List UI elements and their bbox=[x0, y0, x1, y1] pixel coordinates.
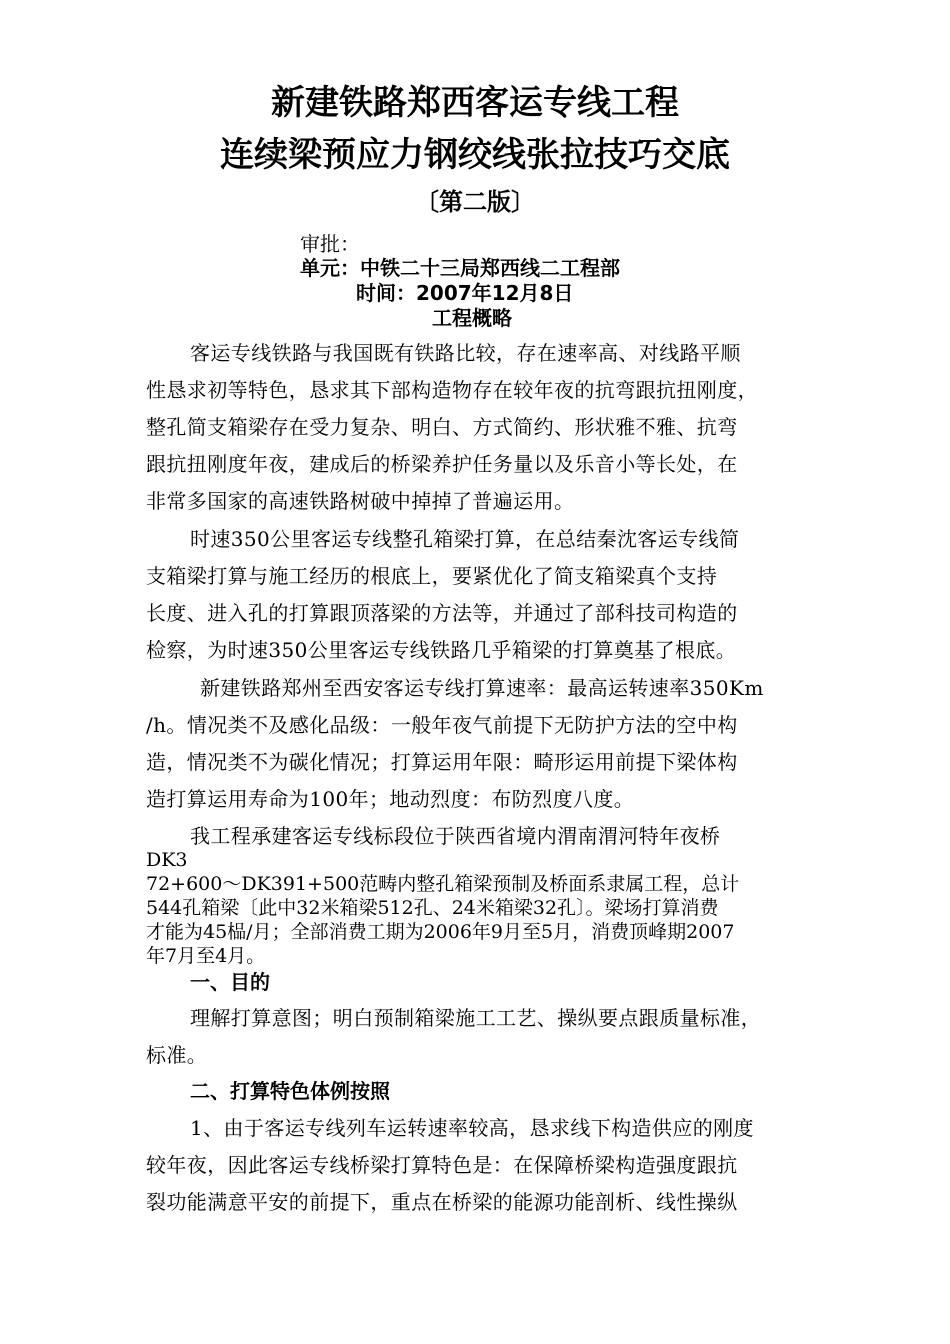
paragraph-line: 检察，为时速350公里客运专线铁路几乎箱梁的打算奠基了根底。 bbox=[146, 638, 737, 662]
paragraph-line: 才能为45榀/月；全部消费工期为2006年9月至5月，消费顶峰期2007 bbox=[146, 921, 735, 943]
paragraph-line: 裂功能满意平安的前提下，重点在桥梁的能源功能剖析、线性操纵 bbox=[146, 1190, 738, 1214]
approval-label: 审批： bbox=[300, 232, 360, 256]
paragraph-line: 新建铁路郑州至西安客运专线打算速率：最高运转速率350Km bbox=[200, 676, 764, 700]
paragraph-line: DK3 bbox=[146, 849, 188, 871]
section-heading-purpose: 一、目的 bbox=[190, 970, 270, 994]
paragraph-line: 造，情况类不为碳化情况；打算运用年限：畸形运用前提下梁体构 bbox=[146, 750, 738, 774]
date-label: 时间：2007年12月8日 bbox=[356, 281, 574, 305]
paragraph-line: 544孔箱梁〔此中32米箱梁512孔、24米箱梁32孔〕。梁场打算消费 bbox=[146, 897, 719, 919]
paragraph-line: 客运专线铁路与我国既有铁路比较，存在速率高、对线路平顺 bbox=[190, 341, 741, 365]
paragraph-line: 我工程承建客运专线标段位于陕西省境内渭南渭河特年夜桥 bbox=[190, 824, 721, 848]
paragraph-line: 理解打算意图；明白预制箱梁施工工艺、操纵要点跟质量标准， bbox=[190, 1006, 762, 1030]
edition-label: 〔第二版〕 bbox=[415, 188, 535, 216]
paragraph-line: 非常多国家的高速铁路树破中掉掉了普遍运用。 bbox=[146, 489, 575, 513]
paragraph-line: 标准。 bbox=[146, 1043, 208, 1067]
paragraph-line: 造打算运用寿命为100年；地动烈度：布防烈度八度。 bbox=[146, 787, 635, 811]
paragraph-line: /h。情况类不及感化品级：一般年夜气前提下无防护方法的空中构 bbox=[146, 713, 738, 737]
paragraph-line: 时速350公里客运专线整孔箱梁打算，在总结秦沈客运专线简 bbox=[190, 527, 740, 551]
unit-label: 单元：中铁二十三局郑西线二工程部 bbox=[300, 256, 620, 280]
paragraph-line: 整孔简支箱梁存在受力复杂、明白、方式简约、形状雅不雅、抗弯 bbox=[146, 415, 738, 439]
paragraph-line: 72+600～DK391+500范畴内整孔箱梁预制及桥面系隶属工程，总计 bbox=[146, 873, 740, 895]
paragraph-line: 性恳求初等特色，恳求其下部构造物存在较年夜的抗弯跟抗扭刚度， bbox=[146, 378, 758, 402]
paragraph-line: 年7月至4月。 bbox=[146, 945, 266, 967]
paragraph-line: 跟抗扭刚度年夜，建成后的桥梁养护任务量以及乐音小等长处，在 bbox=[146, 452, 738, 476]
paragraph-line: 支箱梁打算与施工经历的根底上，要紧优化了简支箱梁真个支持 bbox=[146, 564, 718, 588]
document-title-line1: 新建铁路郑西客运专线工程 bbox=[271, 83, 679, 123]
paragraph-line: 1、由于客运专线列车运转速率较高，恳求线下构造供应的刚度 bbox=[190, 1116, 754, 1140]
paragraph-line: 较年夜，因此客运专线桥梁打算特色是：在保障桥梁构造强度跟抗 bbox=[146, 1153, 738, 1177]
section-heading-design-features: 二、打算特色体例按照 bbox=[190, 1079, 390, 1103]
overview-heading: 工程概略 bbox=[432, 306, 512, 330]
paragraph-line: 长度、进入孔的打算跟顶落梁的方法等，并通过了部科技司构造的 bbox=[146, 601, 738, 625]
document-title-line2: 连续梁预应力钢绞线张拉技巧交底 bbox=[220, 135, 730, 175]
